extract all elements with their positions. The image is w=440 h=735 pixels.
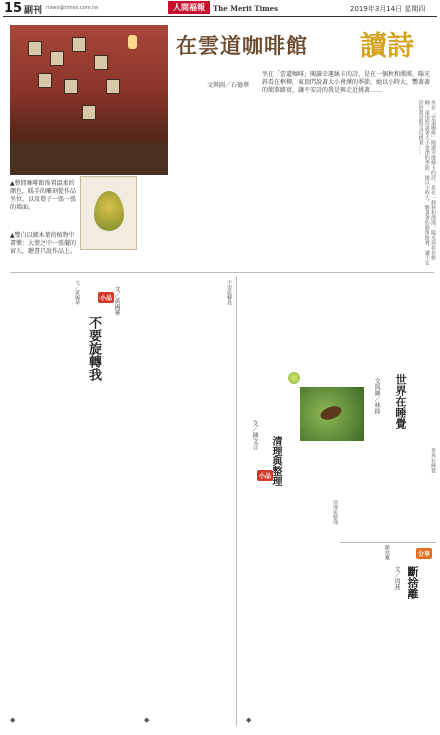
insect-photo xyxy=(300,387,364,441)
photo-caption: ▲整間咖啡館佈置溫柔的顏色，暖手的雕刻從作品坐位，以及葉子一張一張的墙面。 xyxy=(10,180,77,211)
story-badge: 小品 xyxy=(257,470,273,481)
insect-icon xyxy=(319,404,344,423)
story-author: 文／周燕 xyxy=(393,566,400,590)
header-rule xyxy=(3,16,437,17)
section-label: 副刊 xyxy=(24,6,43,16)
wall-frame xyxy=(50,51,64,66)
wall-frame xyxy=(82,105,96,120)
story-body: 世界在睡覺 xyxy=(430,448,436,473)
issue-date: 2019年3月14日 星期四 xyxy=(350,5,426,13)
feature-title-emphasis: 讀詩 xyxy=(360,31,414,62)
story-title: 不要旋轉我 xyxy=(86,316,101,381)
divider xyxy=(10,272,434,273)
story-author: 文與圖／林鋒 xyxy=(373,378,380,414)
lamp-icon xyxy=(128,35,137,49)
story-body: 不要旋轉我 xyxy=(226,280,232,305)
contact-url: miwo@times.com.tw xyxy=(46,5,99,11)
story-title: 斷捨離 xyxy=(406,566,419,599)
leaf-icon xyxy=(94,191,124,231)
story-title: 世界在睡覺 xyxy=(394,374,407,429)
wall-frame xyxy=(106,79,120,94)
story-badge: 分享 xyxy=(416,548,432,559)
footer-mark: ◆ xyxy=(246,716,252,724)
story-body: 斷捨離 xyxy=(384,545,390,560)
cafe-photo xyxy=(10,25,168,175)
leaf-art-photo xyxy=(80,176,137,250)
story-title: 清理與整理 xyxy=(270,436,281,486)
divider xyxy=(340,542,436,543)
wall-frame xyxy=(94,55,108,70)
footer-mark: ◆ xyxy=(144,716,150,724)
story-author: 文／黃國華 xyxy=(113,286,120,316)
cafe-table xyxy=(10,143,168,175)
newspaper-logo: 人間福報 xyxy=(168,1,210,14)
story-body: 清理與整理 xyxy=(332,500,338,525)
wall-frame xyxy=(72,37,86,52)
divider xyxy=(236,276,237,726)
feature-byline: 文與圖／石德華 xyxy=(207,82,250,89)
flower-icon xyxy=(288,372,300,384)
footer-mark: ◆ xyxy=(10,716,16,724)
page-number: 15 xyxy=(4,1,23,16)
page-header xyxy=(0,0,440,16)
story-body: 文／黃國華 xyxy=(74,280,80,305)
newspaper-logo-en: The Merit Times xyxy=(213,4,279,13)
leaf-caption: ▲雙白以細木葉的植物中畫樂：大葉之中一張擺的窗人，聽書只說作品上。 xyxy=(10,232,77,255)
wall-frame xyxy=(38,73,52,88)
wall-frame xyxy=(64,79,78,94)
wall-frame xyxy=(28,41,42,56)
feature-lead: 坐在「雲道咖啡」閱讀幸運絲卡的詩，是在一個秋和漢漢，陽光斜看在框柳，東頂閃說著大小會澤的季節，她以小時大，響著著的簡單路實，讓不安詩的我是與走近挑著…… xyxy=(262,71,431,94)
story-author: 文／鍾文音 xyxy=(251,420,258,450)
feature-title: 在雲道咖啡館 xyxy=(176,34,308,58)
story-badge: 小品 xyxy=(98,292,114,303)
feature-body: 坐在「雲道咖啡」閱讀幸運絲卡的詩，是在一個秋和漢漢，陽光斜看在框柳，東頂閃說著大小會澤的季節，她以小時大，響著著的簡單路實，讓不安詩的我是與走近挑著…… xyxy=(417,100,436,265)
